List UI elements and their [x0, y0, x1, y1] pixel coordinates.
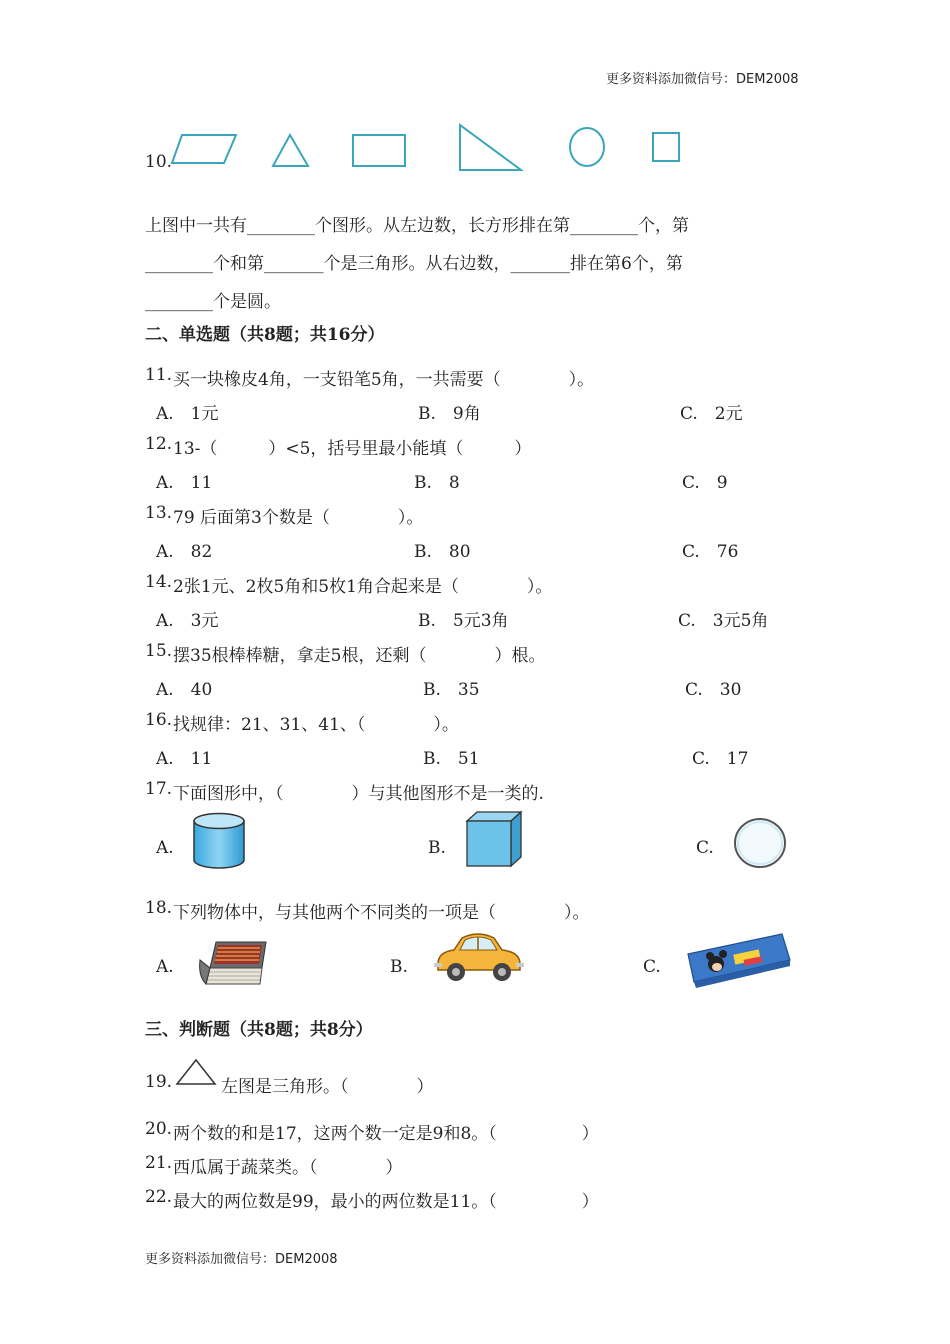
- question-number: 18.: [145, 898, 173, 918]
- question-text: 买一块橡皮4角，一支铅笔5角，一共需要（ ）。: [173, 370, 595, 390]
- square-icon: [653, 133, 679, 161]
- option-b[interactable]: B. 80: [414, 542, 471, 562]
- option-a[interactable]: A. 1元: [156, 404, 219, 424]
- option-b[interactable]: B. 5元3角: [418, 611, 509, 631]
- option-b[interactable]: B.: [428, 838, 446, 858]
- question-text: 13-（ ）<5，括号里最小能填（ ）: [173, 439, 532, 459]
- question-number: 20.: [145, 1119, 173, 1139]
- question-number: 19.: [145, 1072, 173, 1092]
- cylinder-icon: [192, 812, 246, 870]
- question-text: 左图是三角形。（ ）: [221, 1077, 434, 1097]
- cube-icon: [465, 811, 523, 869]
- section-2-title: 二、单选题（共8题；共16分）: [145, 325, 385, 345]
- question-number: 12.: [145, 434, 173, 454]
- question-text: 西瓜属于蔬菜类。（ ）: [173, 1158, 403, 1178]
- option-c[interactable]: C. 30: [685, 680, 742, 700]
- question-text: 下面图形中，（ ）与其他图形不是一类的.: [173, 784, 544, 804]
- question-number: 22.: [145, 1187, 173, 1207]
- question-number: 11.: [145, 365, 173, 385]
- option-c[interactable]: C. 9: [682, 473, 728, 493]
- section-3-title: 三、判断题（共8题；共8分）: [145, 1020, 373, 1040]
- option-a[interactable]: A. 11: [156, 473, 213, 493]
- right-triangle-icon: [460, 125, 521, 170]
- option-b[interactable]: B. 35: [423, 680, 480, 700]
- circle-icon: [570, 128, 604, 166]
- rectangle-icon: [353, 135, 405, 166]
- question-text: 摆35根棒棒糖，拿走5根，还剩（ ）根。: [173, 646, 546, 666]
- question-text: 最大的两位数是99，最小的两位数是11。（ ）: [173, 1192, 599, 1212]
- question-number: 21.: [145, 1153, 173, 1173]
- option-b[interactable]: B.: [390, 957, 408, 977]
- question-number: 13.: [145, 503, 173, 523]
- question-text: 找规律：21、31、41、（ ）。: [173, 715, 459, 735]
- car-icon: [432, 930, 526, 986]
- q10-line1: 上图中一共有________个图形。从左边数，长方形排在第________个，第: [145, 216, 689, 236]
- pencil-box-icon: [686, 930, 792, 992]
- header-note: 更多资料添加微信号：DEM2008: [606, 72, 799, 87]
- option-b[interactable]: B. 8: [414, 473, 460, 493]
- question-number: 17.: [145, 779, 173, 799]
- q10-line3: ________个是圆。: [145, 292, 281, 312]
- question-text: 两个数的和是17，这两个数一定是9和8。（ ）: [173, 1124, 599, 1144]
- book-icon: [196, 938, 272, 990]
- option-b[interactable]: B. 51: [423, 749, 480, 769]
- option-c[interactable]: C.: [696, 838, 714, 858]
- option-a[interactable]: A. 40: [156, 680, 213, 700]
- triangle-icon: [273, 135, 308, 166]
- question-number: 15.: [145, 641, 173, 661]
- option-c[interactable]: C.: [643, 957, 661, 977]
- option-a[interactable]: A.: [156, 957, 174, 977]
- question-text: 2张1元、2枚5角和5枚1角合起来是（ ）。: [173, 577, 553, 597]
- option-a[interactable]: A. 82: [156, 542, 213, 562]
- triangle-icon: [175, 1058, 217, 1086]
- circle-icon: [733, 817, 789, 871]
- question-number: 14.: [145, 572, 173, 592]
- option-a[interactable]: A.: [156, 838, 174, 858]
- q10-number: 10.: [145, 152, 173, 172]
- question-text: 79 后面第3个数是（ ）。: [173, 508, 424, 528]
- option-c[interactable]: C. 2元: [680, 404, 743, 424]
- q10-shapes: [170, 125, 720, 180]
- option-b[interactable]: B. 9角: [418, 404, 481, 424]
- question-number: 16.: [145, 710, 173, 730]
- question-text: 下列物体中，与其他两个不同类的一项是（ ）。: [173, 903, 590, 923]
- option-a[interactable]: A. 11: [156, 749, 213, 769]
- option-c[interactable]: C. 3元5角: [678, 611, 769, 631]
- footer-note: 更多资料添加微信号：DEM2008: [145, 1252, 338, 1267]
- q10-line2: ________个和第_______个是三角形。从右边数，_______排在第6个，第: [145, 254, 683, 274]
- option-c[interactable]: C. 76: [682, 542, 739, 562]
- option-c[interactable]: C. 17: [692, 749, 749, 769]
- parallelogram-icon: [172, 135, 236, 163]
- option-a[interactable]: A. 3元: [156, 611, 219, 631]
